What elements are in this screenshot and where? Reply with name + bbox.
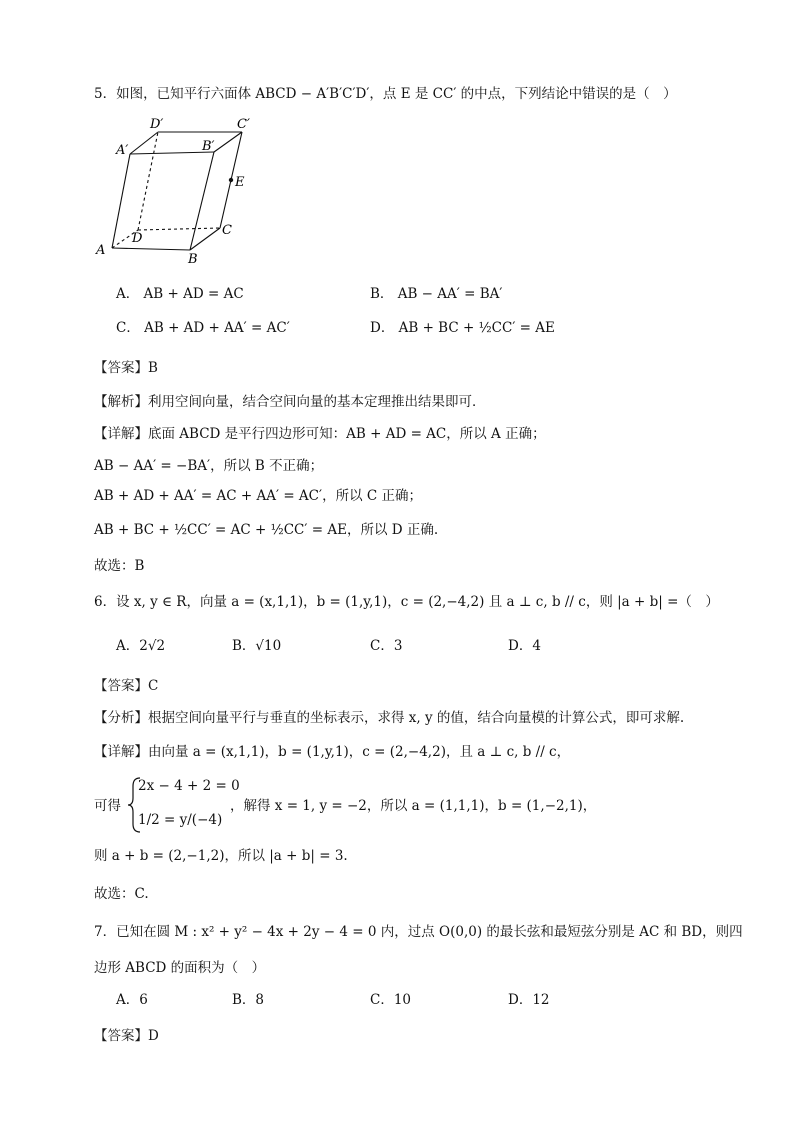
label-D: D [132,231,143,246]
q5-detail-2: AB − AA′ = −BA′，所以 B 不正确； [94,458,324,474]
q7-option-b: B．8 [232,992,265,1008]
q6-answer: 【答案】C [94,678,159,694]
q6-choice: 故选：C. [94,886,149,902]
label-C-prime: C′ [237,117,250,132]
q7-stem-line-1: 7．已知在圆 M : x² + y² − 4x + 2y − 4 = 0 内，过点 O(0,0) 的最长弦和最短弦分别是 AC 和 BD，则四 [94,924,743,940]
q5-detail-1: 【详解】底面 ABCD 是平行四边形可知：AB + AD = AC，所以 A 正确； [94,426,546,442]
q5-option-b: B． AB − AA′ = BA′ [370,286,503,302]
label-E: E [235,175,245,190]
label-B-prime: B′ [202,139,215,154]
q6-equation-2: 1/2 = y/(−4) [138,812,223,828]
q7-answer: 【答案】D [94,1028,159,1044]
q6-option-a: A．2√2 [116,638,166,654]
q6-equation-1: 2x − 4 + 2 = 0 [138,778,240,794]
q6-option-d: D．4 [508,638,541,654]
q6-system-prefix: 可得 [94,798,121,814]
q5-option-a: A． AB + AD = AC [116,286,244,302]
q5-detail-4: AB + BC + ½CC′ = AC + ½CC′ = AE，所以 D 正确. [94,522,439,538]
q6-stem: 6．设 x, y ∈ R，向量 a = (x,1,1)，b = (1,y,1)，c = (2,−4,2) 且 a ⊥ c, b // c，则 |a + b| =（ ） [94,594,719,610]
label-A-prime: A′ [116,143,129,158]
q5-answer: 【答案】B [94,360,158,376]
q7-option-a: A．6 [116,992,148,1008]
q5-stem: 5．如图，已知平行六面体 ABCD − A′B′C′D′，点 E 是 CC′ 的中点，下列结论中错误的是（ ） [94,86,677,102]
q7-stem-line-2: 边形 ABCD 的面积为（ ） [94,960,266,976]
q5-option-d: D． AB + BC + ½CC′ = AE [370,320,555,336]
q6-detail-3: 则 a + b = (2,−1,2)，所以 |a + b| = 3. [94,848,348,864]
q6-option-c: C．3 [370,638,403,654]
q5-option-c: C． AB + AD + AA′ = AC′ [116,320,290,336]
q6-detail-1: 【详解】由向量 a = (x,1,1)，b = (1,y,1)，c = (2,−4,2)，且 a ⊥ c, b // c， [94,744,571,760]
q5-choice: 故选：B [94,558,145,574]
label-B: B [188,252,198,267]
label-C: C [222,223,232,238]
label-D-prime: D′ [150,117,164,132]
q5-analysis: 【解析】利用空间向量，结合空间向量的基本定理推出结果即可． [94,394,486,410]
q6-system-suffix: ，解得 x = 1, y = −2，所以 a = (1,1,1)，b = (1,−2,1)， [230,798,597,814]
q7-option-d: D．12 [508,992,550,1008]
label-A: A [96,243,106,258]
q7-option-c: C．10 [370,992,412,1008]
parallelepiped-figure [92,112,262,272]
q6-analysis: 【分析】根据空间向量平行与垂直的坐标表示，求得 x, y 的值，结合向量模的计算公式，即可求解. [94,710,685,726]
q6-option-b: B．√10 [232,638,282,654]
q5-detail-3: AB + AD + AA′ = AC + AA′ = AC′，所以 C 正确； [94,488,422,504]
